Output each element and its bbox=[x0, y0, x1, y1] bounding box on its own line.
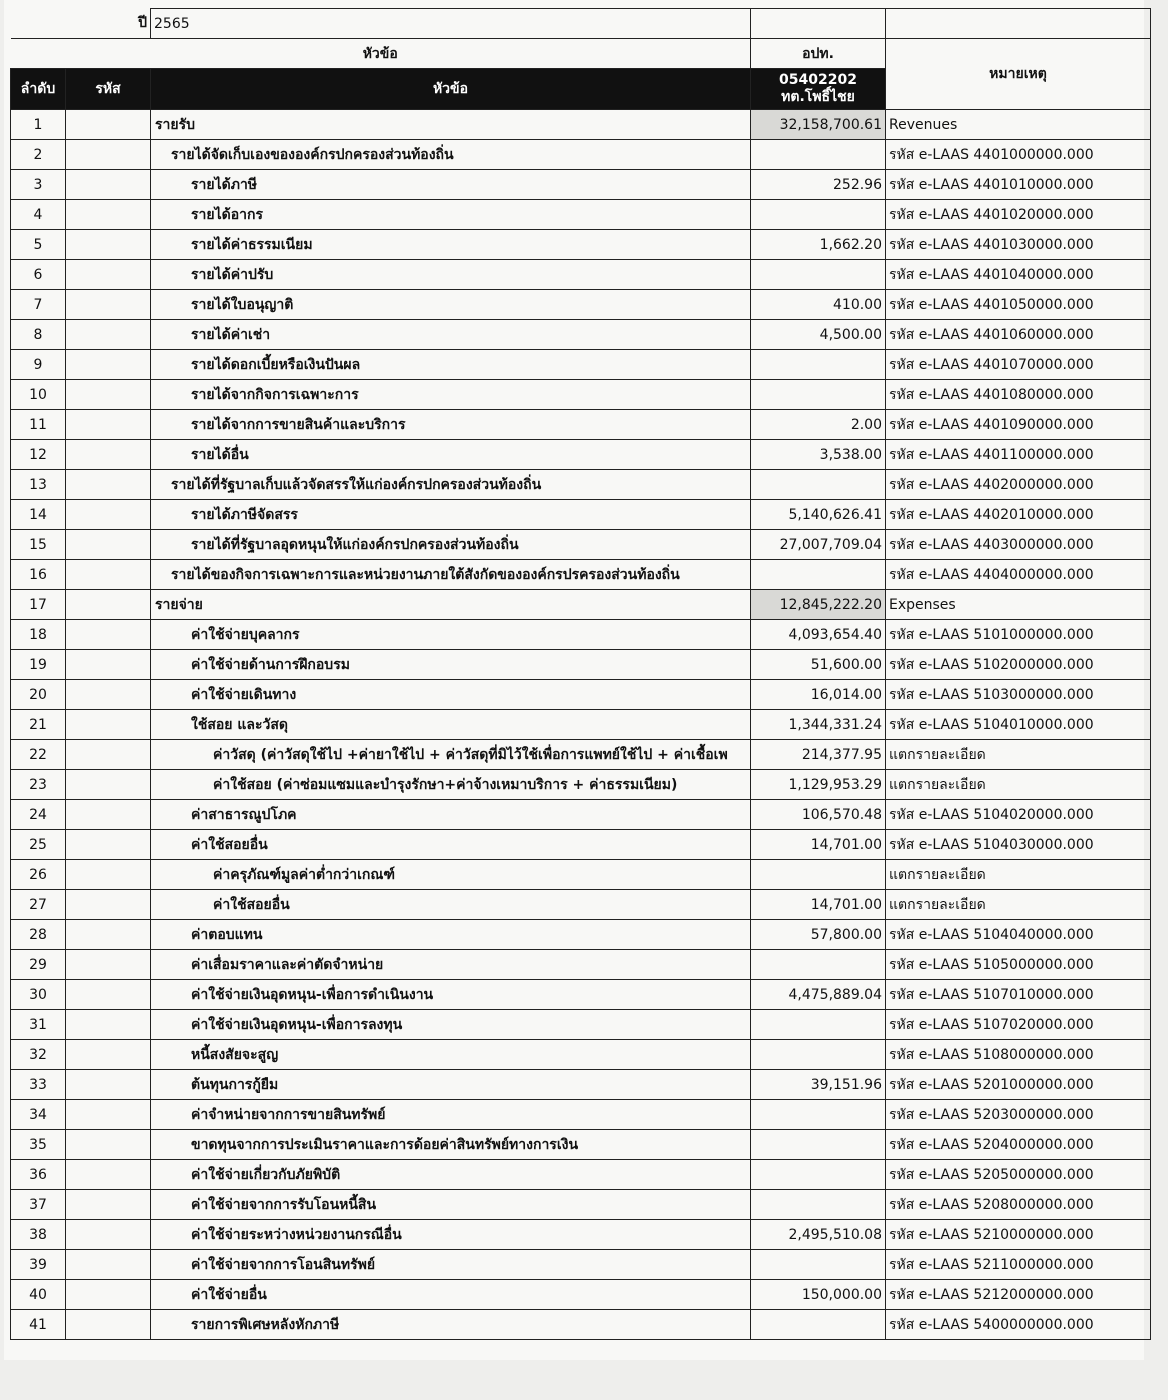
table-row bbox=[11, 290, 1151, 320]
row-number: 20 bbox=[11, 680, 66, 710]
top-header-row bbox=[11, 39, 1151, 69]
empty-cell bbox=[886, 9, 1151, 39]
row-number: 33 bbox=[11, 1070, 66, 1100]
row-label: ค่าใช้จ่ายเงินอุดหนุน-เพื่อการลงทุน bbox=[151, 1010, 751, 1040]
table-row bbox=[11, 260, 1151, 290]
row-number: 14 bbox=[11, 500, 66, 530]
row-number: 30 bbox=[11, 980, 66, 1010]
row-number: 6 bbox=[11, 260, 66, 290]
row-number: 18 bbox=[11, 620, 66, 650]
row-note: แตกรายละเอียด bbox=[886, 860, 1151, 890]
table-row bbox=[11, 1190, 1151, 1220]
row-code bbox=[66, 950, 151, 980]
row-code bbox=[66, 920, 151, 950]
row-label: รายได้ใบอนุญาติ bbox=[151, 290, 751, 320]
table-row bbox=[11, 320, 1151, 350]
row-number: 40 bbox=[11, 1280, 66, 1310]
org-header bbox=[751, 69, 886, 110]
row-number: 13 bbox=[11, 470, 66, 500]
row-label: รายได้ค่าธรรมเนียม bbox=[151, 230, 751, 260]
empty-cell bbox=[751, 9, 886, 39]
row-code bbox=[66, 680, 151, 710]
row-note: รหัส e-LAAS 5211000000.000 bbox=[886, 1250, 1151, 1280]
table-row bbox=[11, 1220, 1151, 1250]
row-amount: 150,000.00 bbox=[751, 1280, 886, 1310]
year-row bbox=[11, 9, 1151, 39]
table-row bbox=[11, 110, 1151, 140]
row-number: 37 bbox=[11, 1190, 66, 1220]
note-column-header: หมายเหตุ bbox=[886, 39, 1151, 110]
row-amount: 14,701.00 bbox=[751, 890, 886, 920]
row-amount: 14,701.00 bbox=[751, 830, 886, 860]
row-code bbox=[66, 170, 151, 200]
row-amount bbox=[751, 1160, 886, 1190]
row-label: ค่าใช้จ่ายเดินทาง bbox=[151, 680, 751, 710]
row-note: รหัส e-LAAS 4401060000.000 bbox=[886, 320, 1151, 350]
row-number: 27 bbox=[11, 890, 66, 920]
org-code: 05402202 bbox=[779, 72, 857, 88]
row-amount: 1,344,331.24 bbox=[751, 710, 886, 740]
row-number: 22 bbox=[11, 740, 66, 770]
row-number: 35 bbox=[11, 1130, 66, 1160]
row-note: รหัส e-LAAS 5210000000.000 bbox=[886, 1220, 1151, 1250]
row-amount bbox=[751, 200, 886, 230]
row-code bbox=[66, 380, 151, 410]
row-label: รายจ่าย bbox=[151, 590, 751, 620]
row-amount: 5,140,626.41 bbox=[751, 500, 886, 530]
row-number: 3 bbox=[11, 170, 66, 200]
row-note: รหัส e-LAAS 5107010000.000 bbox=[886, 980, 1151, 1010]
row-amount bbox=[751, 1190, 886, 1220]
top-topic-header: หัวข้อ bbox=[11, 39, 751, 69]
row-code bbox=[66, 1070, 151, 1100]
row-amount bbox=[751, 860, 886, 890]
table-row bbox=[11, 680, 1151, 710]
table-row bbox=[11, 920, 1151, 950]
row-label: รายได้ภาษีจัดสรร bbox=[151, 500, 751, 530]
row-amount bbox=[751, 140, 886, 170]
table-row bbox=[11, 1010, 1151, 1040]
row-label: รายได้ค่าเช่า bbox=[151, 320, 751, 350]
spreadsheet-page bbox=[4, 0, 1144, 1360]
row-label: ค่าใช้สอยอื่น bbox=[151, 830, 751, 860]
row-label: รายได้อื่น bbox=[151, 440, 751, 470]
row-amount bbox=[751, 950, 886, 980]
row-amount: 106,570.48 bbox=[751, 800, 886, 830]
table-row bbox=[11, 470, 1151, 500]
table-row bbox=[11, 1250, 1151, 1280]
table-row bbox=[11, 1310, 1151, 1340]
row-code bbox=[66, 1220, 151, 1250]
table-row bbox=[11, 530, 1151, 560]
row-code bbox=[66, 1280, 151, 1310]
row-note: Revenues bbox=[886, 110, 1151, 140]
row-note: รหัส e-LAAS 5104030000.000 bbox=[886, 830, 1151, 860]
row-code bbox=[66, 620, 151, 650]
row-code bbox=[66, 1160, 151, 1190]
table-row bbox=[11, 1160, 1151, 1190]
row-note: รหัส e-LAAS 5205000000.000 bbox=[886, 1160, 1151, 1190]
row-code bbox=[66, 290, 151, 320]
row-code bbox=[66, 830, 151, 860]
row-code bbox=[66, 200, 151, 230]
table-row bbox=[11, 830, 1151, 860]
row-note: รหัส e-LAAS 4401100000.000 bbox=[886, 440, 1151, 470]
table-row bbox=[11, 350, 1151, 380]
row-label: ค่าใช้สอยอื่น bbox=[151, 890, 751, 920]
row-note: รหัส e-LAAS 4404000000.000 bbox=[886, 560, 1151, 590]
row-note: รหัส e-LAAS 5103000000.000 bbox=[886, 680, 1151, 710]
row-code bbox=[66, 320, 151, 350]
col-topic-header: หัวข้อ bbox=[151, 69, 751, 110]
row-amount: 4,500.00 bbox=[751, 320, 886, 350]
row-amount: 214,377.95 bbox=[751, 740, 886, 770]
row-code bbox=[66, 500, 151, 530]
row-note: รหัส e-LAAS 4401020000.000 bbox=[886, 200, 1151, 230]
row-label: รายได้ของกิจการเฉพาะการและหน่วยงานภายใต้สังกัดขององค์กรปรครองส่วนท้องถิ่น bbox=[151, 560, 751, 590]
row-amount: 16,014.00 bbox=[751, 680, 886, 710]
row-number: 21 bbox=[11, 710, 66, 740]
row-label: รายได้ที่รัฐบาลเก็บแล้วจัดสรรให้แก่องค์กรปกครองส่วนท้องถิ่น bbox=[151, 470, 751, 500]
row-note: Expenses bbox=[886, 590, 1151, 620]
row-label: รายได้จากกิจการเฉพาะการ bbox=[151, 380, 751, 410]
table-row bbox=[11, 740, 1151, 770]
row-code bbox=[66, 140, 151, 170]
year-label: ปี bbox=[66, 9, 151, 39]
row-code bbox=[66, 650, 151, 680]
row-code bbox=[66, 1010, 151, 1040]
row-label: รายการพิเศษหลังหักภาษี bbox=[151, 1310, 751, 1340]
org-name: ทต.โพธิ์ไชย bbox=[781, 89, 855, 105]
table-row bbox=[11, 230, 1151, 260]
row-amount bbox=[751, 560, 886, 590]
row-label: ค่าใช้จ่ายเกี่ยวกับภัยพิบัติ bbox=[151, 1160, 751, 1190]
row-note: รหัส e-LAAS 5104020000.000 bbox=[886, 800, 1151, 830]
table-row bbox=[11, 500, 1151, 530]
row-label: ค่าใช้จ่ายจากการรับโอนหนี้สิน bbox=[151, 1190, 751, 1220]
row-amount: 4,475,889.04 bbox=[751, 980, 886, 1010]
row-code bbox=[66, 410, 151, 440]
row-note: รหัส e-LAAS 4401040000.000 bbox=[886, 260, 1151, 290]
row-note: รหัส e-LAAS 4401090000.000 bbox=[886, 410, 1151, 440]
row-amount: 410.00 bbox=[751, 290, 886, 320]
row-note: แตกรายละเอียด bbox=[886, 740, 1151, 770]
row-number: 2 bbox=[11, 140, 66, 170]
table-row bbox=[11, 170, 1151, 200]
row-note: รหัส e-LAAS 5204000000.000 bbox=[886, 1130, 1151, 1160]
row-code bbox=[66, 110, 151, 140]
table-row bbox=[11, 1130, 1151, 1160]
row-code bbox=[66, 980, 151, 1010]
row-note: รหัส e-LAAS 5203000000.000 bbox=[886, 1100, 1151, 1130]
row-code bbox=[66, 800, 151, 830]
row-note: รหัส e-LAAS 4401080000.000 bbox=[886, 380, 1151, 410]
row-code bbox=[66, 470, 151, 500]
row-code bbox=[66, 1130, 151, 1160]
row-note: รหัส e-LAAS 5105000000.000 bbox=[886, 950, 1151, 980]
table-row bbox=[11, 950, 1151, 980]
row-label: ค่าตอบแทน bbox=[151, 920, 751, 950]
row-note: รหัส e-LAAS 4401030000.000 bbox=[886, 230, 1151, 260]
row-code bbox=[66, 440, 151, 470]
table-row bbox=[11, 1040, 1151, 1070]
row-label: รายได้ภาษี bbox=[151, 170, 751, 200]
row-number: 1 bbox=[11, 110, 66, 140]
row-label: ค่าใช้จ่ายเงินอุดหนุน-เพื่อการดำเนินงาน bbox=[151, 980, 751, 1010]
row-amount bbox=[751, 1130, 886, 1160]
row-label: ค่าเสื่อมราคาและค่าตัดจำหน่าย bbox=[151, 950, 751, 980]
row-code bbox=[66, 740, 151, 770]
row-amount bbox=[751, 1010, 886, 1040]
table-row bbox=[11, 650, 1151, 680]
row-amount: 1,129,953.29 bbox=[751, 770, 886, 800]
row-note: แตกรายละเอียด bbox=[886, 770, 1151, 800]
table-row bbox=[11, 590, 1151, 620]
row-number: 24 bbox=[11, 800, 66, 830]
row-number: 38 bbox=[11, 1220, 66, 1250]
row-amount: 12,845,222.20 bbox=[751, 590, 886, 620]
row-label: ใช้สอย และวัสดุ bbox=[151, 710, 751, 740]
row-label: รายรับ bbox=[151, 110, 751, 140]
table-row bbox=[11, 1100, 1151, 1130]
row-label: รายได้ค่าปรับ bbox=[151, 260, 751, 290]
row-number: 15 bbox=[11, 530, 66, 560]
row-number: 4 bbox=[11, 200, 66, 230]
row-label: รายได้จัดเก็บเองขององค์กรปกครองส่วนท้องถิ่น bbox=[151, 140, 751, 170]
row-code bbox=[66, 1310, 151, 1340]
row-amount bbox=[751, 380, 886, 410]
row-code bbox=[66, 560, 151, 590]
row-code bbox=[66, 350, 151, 380]
financial-table bbox=[10, 8, 1151, 1340]
row-code bbox=[66, 1250, 151, 1280]
table-row bbox=[11, 620, 1151, 650]
row-number: 26 bbox=[11, 860, 66, 890]
row-amount: 39,151.96 bbox=[751, 1070, 886, 1100]
row-code bbox=[66, 890, 151, 920]
row-number: 12 bbox=[11, 440, 66, 470]
row-label: ค่าจำหน่ายจากการขายสินทรัพย์ bbox=[151, 1100, 751, 1130]
row-amount: 2,495,510.08 bbox=[751, 1220, 886, 1250]
row-number: 36 bbox=[11, 1160, 66, 1190]
table-row bbox=[11, 200, 1151, 230]
row-amount bbox=[751, 260, 886, 290]
row-label: รายได้ที่รัฐบาลอุดหนุนให้แก่องค์กรปกครองส่วนท้องถิ่น bbox=[151, 530, 751, 560]
row-note: แตกรายละเอียด bbox=[886, 890, 1151, 920]
row-note: รหัส e-LAAS 4401000000.000 bbox=[886, 140, 1151, 170]
row-code bbox=[66, 260, 151, 290]
row-amount bbox=[751, 1040, 886, 1070]
row-label: ค่าใช้จ่ายจากการโอนสินทรัพย์ bbox=[151, 1250, 751, 1280]
row-label: ค่าใช้จ่ายอื่น bbox=[151, 1280, 751, 1310]
year-value: 2565 bbox=[151, 9, 751, 39]
row-code bbox=[66, 530, 151, 560]
table-row bbox=[11, 1280, 1151, 1310]
row-label: ค่าใช้จ่ายระหว่างหน่วยงานกรณีอื่น bbox=[151, 1220, 751, 1250]
row-code bbox=[66, 860, 151, 890]
table-row bbox=[11, 980, 1151, 1010]
row-number: 31 bbox=[11, 1010, 66, 1040]
row-amount: 252.96 bbox=[751, 170, 886, 200]
row-number: 8 bbox=[11, 320, 66, 350]
row-amount: 51,600.00 bbox=[751, 650, 886, 680]
row-note: รหัส e-LAAS 5208000000.000 bbox=[886, 1190, 1151, 1220]
row-note: รหัส e-LAAS 5212000000.000 bbox=[886, 1280, 1151, 1310]
row-amount bbox=[751, 1250, 886, 1280]
row-note: รหัส e-LAAS 4401050000.000 bbox=[886, 290, 1151, 320]
row-amount bbox=[751, 1100, 886, 1130]
row-label: รายได้จากการขายสินค้าและบริการ bbox=[151, 410, 751, 440]
row-note: รหัส e-LAAS 5104010000.000 bbox=[886, 710, 1151, 740]
row-note: รหัส e-LAAS 5104040000.000 bbox=[886, 920, 1151, 950]
row-number: 29 bbox=[11, 950, 66, 980]
row-label: ค่าครุภัณฑ์มูลค่าต่ำกว่าเกณฑ์ bbox=[151, 860, 751, 890]
row-number: 17 bbox=[11, 590, 66, 620]
row-note: รหัส e-LAAS 5400000000.000 bbox=[886, 1310, 1151, 1340]
row-number: 11 bbox=[11, 410, 66, 440]
row-amount: 1,662.20 bbox=[751, 230, 886, 260]
org-type-header: อปท. bbox=[751, 39, 886, 69]
table-row bbox=[11, 770, 1151, 800]
row-number: 23 bbox=[11, 770, 66, 800]
row-label: หนี้สงสัยจะสูญ bbox=[151, 1040, 751, 1070]
row-label: ต้นทุนการกู้ยืม bbox=[151, 1070, 751, 1100]
row-note: รหัส e-LAAS 5107020000.000 bbox=[886, 1010, 1151, 1040]
table-row bbox=[11, 890, 1151, 920]
row-number: 7 bbox=[11, 290, 66, 320]
row-label: ค่าสาธารณูปโภค bbox=[151, 800, 751, 830]
row-code bbox=[66, 710, 151, 740]
row-label: ค่าใช้จ่ายด้านการฝึกอบรม bbox=[151, 650, 751, 680]
row-amount: 2.00 bbox=[751, 410, 886, 440]
col-code-header: รหัส bbox=[66, 69, 151, 110]
row-number: 5 bbox=[11, 230, 66, 260]
row-note: รหัส e-LAAS 4401010000.000 bbox=[886, 170, 1151, 200]
table-row bbox=[11, 560, 1151, 590]
row-amount bbox=[751, 470, 886, 500]
row-label: ค่าใช้สอย (ค่าซ่อมแซมและบำรุงรักษา+ค่าจ้างเหมาบริการ + ค่าธรรมเนียม) bbox=[151, 770, 751, 800]
row-label: รายได้อากร bbox=[151, 200, 751, 230]
row-label: ค่าวัสดุ (ค่าวัสดุใช้ไป +ค่ายาใช้ไป + ค่าวัสดุที่มิไว้ใช้เพื่อการแพทย์ใช้ไป + ค่าเชื้อเพ bbox=[151, 740, 751, 770]
row-number: 28 bbox=[11, 920, 66, 950]
table-row bbox=[11, 410, 1151, 440]
row-number: 19 bbox=[11, 650, 66, 680]
table-row bbox=[11, 800, 1151, 830]
row-label: ค่าใช้จ่ายบุคลากร bbox=[151, 620, 751, 650]
row-amount bbox=[751, 350, 886, 380]
row-note: รหัส e-LAAS 4402010000.000 bbox=[886, 500, 1151, 530]
col-no-header: ลำดับ bbox=[11, 69, 66, 110]
row-label: รายได้ดอกเบี้ยหรือเงินปันผล bbox=[151, 350, 751, 380]
row-note: รหัส e-LAAS 5108000000.000 bbox=[886, 1040, 1151, 1070]
row-number: 16 bbox=[11, 560, 66, 590]
row-amount: 3,538.00 bbox=[751, 440, 886, 470]
row-number: 25 bbox=[11, 830, 66, 860]
table-row bbox=[11, 440, 1151, 470]
row-amount: 32,158,700.61 bbox=[751, 110, 886, 140]
row-code bbox=[66, 1040, 151, 1070]
row-number: 34 bbox=[11, 1100, 66, 1130]
row-number: 39 bbox=[11, 1250, 66, 1280]
table-row bbox=[11, 140, 1151, 170]
row-note: รหัส e-LAAS 4401070000.000 bbox=[886, 350, 1151, 380]
row-note: รหัส e-LAAS 4402000000.000 bbox=[886, 470, 1151, 500]
table-row bbox=[11, 1070, 1151, 1100]
row-code bbox=[66, 230, 151, 260]
row-code bbox=[66, 1190, 151, 1220]
row-number: 9 bbox=[11, 350, 66, 380]
row-note: รหัส e-LAAS 5201000000.000 bbox=[886, 1070, 1151, 1100]
row-note: รหัส e-LAAS 5102000000.000 bbox=[886, 650, 1151, 680]
row-amount: 27,007,709.04 bbox=[751, 530, 886, 560]
row-amount: 4,093,654.40 bbox=[751, 620, 886, 650]
row-number: 41 bbox=[11, 1310, 66, 1340]
row-amount: 57,800.00 bbox=[751, 920, 886, 950]
row-code bbox=[66, 1100, 151, 1130]
table-row bbox=[11, 710, 1151, 740]
row-label: ขาดทุนจากการประเมินราคาและการด้อยค่าสินทรัพย์ทางการเงิน bbox=[151, 1130, 751, 1160]
row-note: รหัส e-LAAS 4403000000.000 bbox=[886, 530, 1151, 560]
row-number: 10 bbox=[11, 380, 66, 410]
table-row bbox=[11, 380, 1151, 410]
row-note: รหัส e-LAAS 5101000000.000 bbox=[886, 620, 1151, 650]
row-number: 32 bbox=[11, 1040, 66, 1070]
row-code bbox=[66, 770, 151, 800]
table-row bbox=[11, 860, 1151, 890]
row-amount bbox=[751, 1310, 886, 1340]
row-code bbox=[66, 590, 151, 620]
